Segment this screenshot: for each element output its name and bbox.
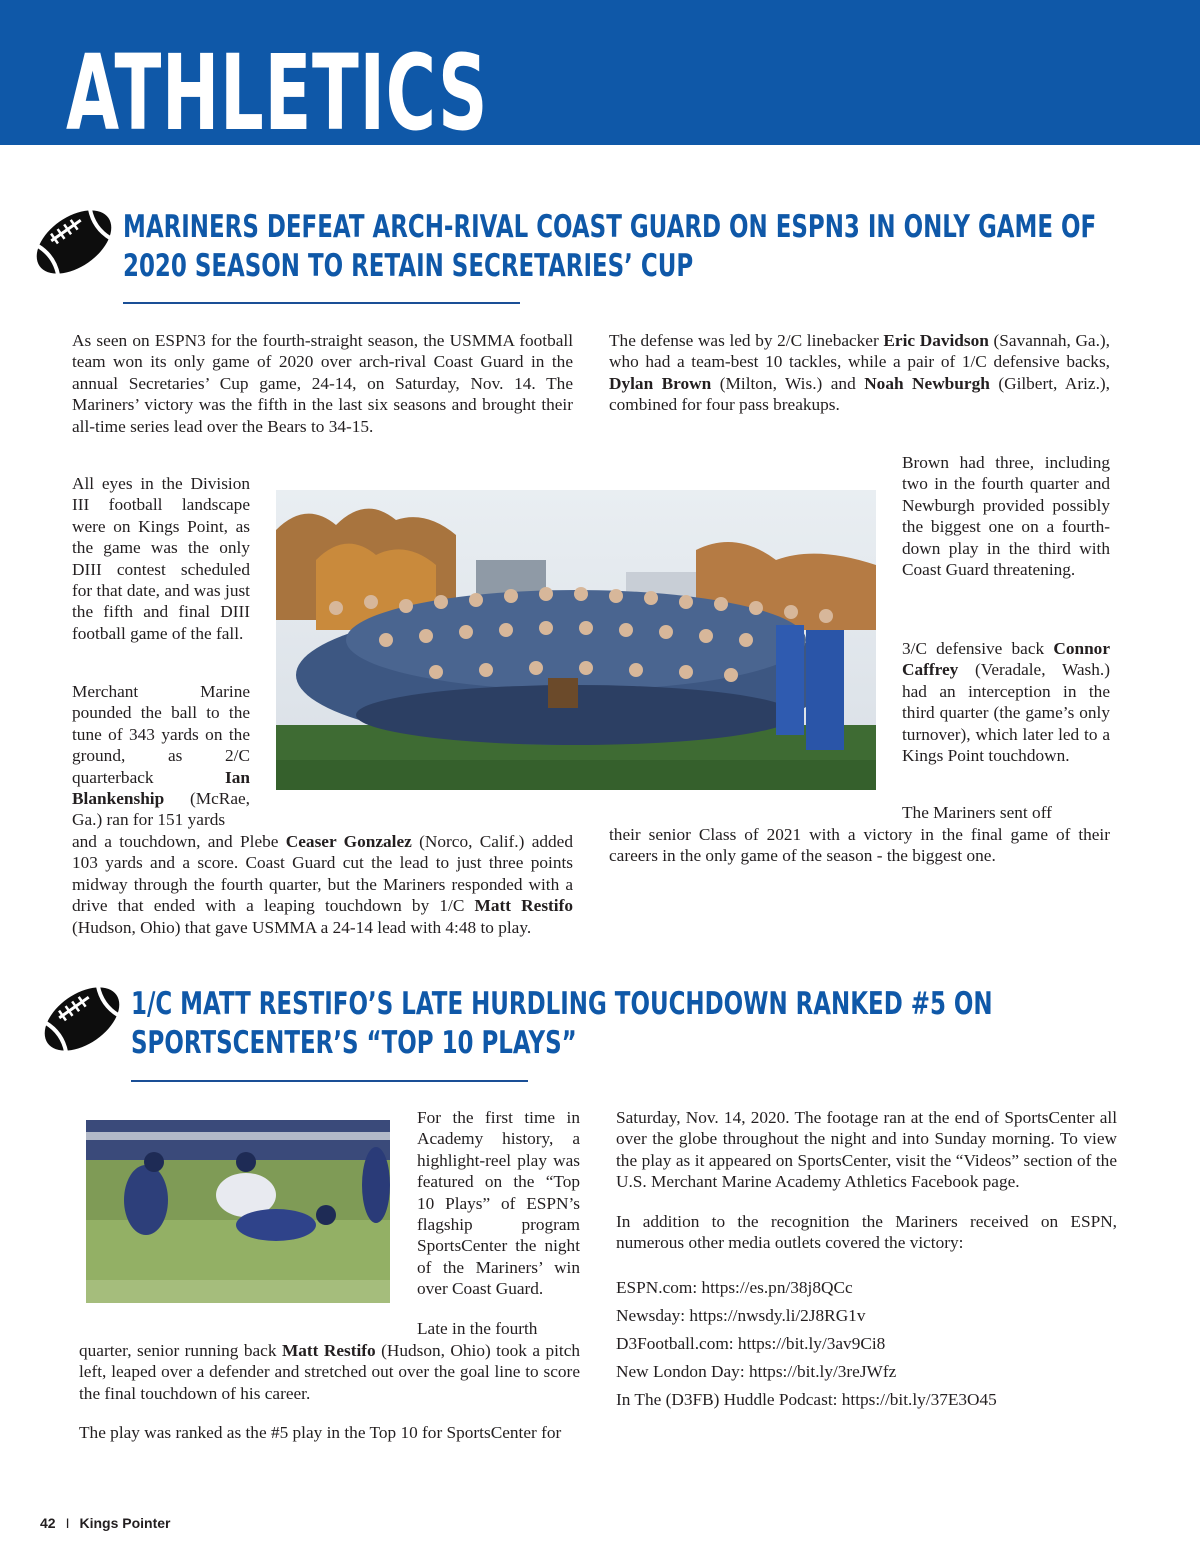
article1-paragraph-intro: As seen on ESPN3 for the fourth-straight season, the USMMA football team won its only game of 2020 over arch-rival Coast Guard in the annual Secretaries’ Cup game, 24-14, on Saturday, Nov. 14. The Mariners’ victory was the fifth in the last six seasons and brought their all-time series lead over the Bears to 34-15. (72, 331, 573, 436)
article2-divider (131, 1080, 528, 1082)
article1-divider (123, 302, 520, 304)
article1-paragraph-rushing: Merchant Marine pounded the ball to the tune of 343 yards on the ground, as 2/C quarterback Ian Blankenship (McRae, Ga.) ran for 151 yards (72, 682, 250, 830)
media-link[interactable]: In The (D3FB) Huddle Podcast: https://bit.ly/37E3O45 (616, 1390, 997, 1409)
article1-paragraph-seniors-cont: their senior Class of 2021 with a victory in the final game of their careers in the only game of the season - the biggest one. (609, 825, 1110, 866)
media-link[interactable]: New London Day: https://bit.ly/3reJWfz (616, 1362, 897, 1381)
article1-paragraph-brown: Brown had three, including two in the fourth quarter and Newburgh provided possibly the biggest one on a fourth-down play in the third with Coast Guard threatening. (902, 453, 1110, 580)
footer-separator: I (65, 1515, 70, 1531)
article1-headline: MARINERS DEFEAT ARCH-RIVAL COAST GUARD ON ESPN3 IN ONLY GAME OF 2020 SEASON TO RETAIN SECRETARIES’ CUP (123, 209, 1097, 284)
page-number: 42 (40, 1515, 56, 1531)
header-banner (0, 0, 1200, 154)
play-photo (86, 1120, 390, 1303)
team-photo (276, 490, 876, 790)
section-title: ATHLETICS (66, 32, 489, 154)
article2-paragraph-play-cont: quarter, senior running back Matt Restifo (Hudson, Ohio) took a pitch left, leaped over a defender and stretched out over the goal line to score the final touchdown of his career. (79, 1341, 581, 1403)
article1-paragraph-division: All eyes in the Division III football landscape were on Kings Point, as the game was the only DIII contest scheduled for that date, and was just the fifth and final DIII football game of the fall. (72, 474, 250, 643)
media-links-list (616, 1274, 1117, 1414)
football-icon (38, 979, 126, 1059)
article1-paragraph-rushing-cont: and a touchdown, and Plebe Ceaser Gonzalez (Norco, Calif.) added 103 yards and a score. Coast Guard cut the lead to just three points midway through the fourth quarter, but the Mariners responded with a drive that ended with a leaping touchdown by 1/C Matt Restifo (Hudson, Ohio) that gave USMMA a 24-14 lead with 4:48 to play. (72, 832, 573, 937)
player-name: Connor Caffrey (902, 639, 1110, 680)
article2-paragraph-media: In addition to the recognition the Mariners received on ESPN, numerous other media outlets covered the victory: (616, 1212, 1117, 1253)
player-name: Dylan Brown (609, 373, 712, 393)
media-link[interactable]: Newsday: https://nwsdy.li/2J8RG1v (616, 1306, 866, 1325)
article1-paragraph-caffrey: 3/C defensive back Connor Caffrey (Veradale, Wash.) had an interception in the third quarter (the game’s only turnover), which later led to a Kings Point touchdown. (902, 639, 1110, 766)
player-name: Ceaser Gonzalez (285, 832, 412, 851)
publication-name: Kings Pointer (79, 1515, 171, 1531)
article1-paragraph-seniors: The Mariners sent off (902, 803, 1052, 822)
media-link[interactable]: ESPN.com: https://es.pn/38j8QCc (616, 1278, 853, 1297)
player-name: Matt Restifo (281, 1341, 376, 1360)
player-name: Noah Newburgh (864, 373, 990, 393)
football-icon (30, 202, 118, 282)
player-name: Matt Restifo (474, 896, 573, 916)
article2-paragraph-ranking: The play was ranked as the #5 play in the Top 10 for SportsCenter for (79, 1423, 562, 1442)
media-link[interactable]: D3Football.com: https://bit.ly/3av9Ci8 (616, 1334, 886, 1353)
article2-paragraph-footage: Saturday, Nov. 14, 2020. The footage ran at the end of SportsCenter all over the globe throughout the night and into Sunday morning. To view the play as it appeared on SportsCenter, visit the “Videos” section of the U.S. Merchant Marine Academy Athletics Facebook page. (616, 1108, 1117, 1192)
player-name: Eric Davidson (883, 331, 989, 350)
article2-paragraph-play: Late in the fourth (417, 1319, 538, 1338)
article2-paragraph-intro: For the first time in Academy history, a highlight-reel play was featured on the “Top 10 Plays” of ESPN’s flagship program SportsCenter the night of the Mariners’ win over Coast Guard. (417, 1108, 580, 1299)
page-footer (40, 1515, 170, 1531)
article2-headline: 1/C MATT RESTIFO’S LATE HURDLING TOUCHDOWN RANKED #5 ON SPORTSCENTER’S “TOP 10 PLAYS” (131, 986, 993, 1061)
article1-paragraph-defense: The defense was led by 2/C linebacker Eric Davidson (Savannah, Ga.), who had a team-best 10 tackles, while a pair of 1/C defensive backs, Dylan Brown (Milton, Wis.) and Noah Newburgh (Gilbert, Ariz.), combined for four pass breakups. (609, 331, 1110, 415)
player-name: Ian Blankenship (72, 767, 250, 809)
